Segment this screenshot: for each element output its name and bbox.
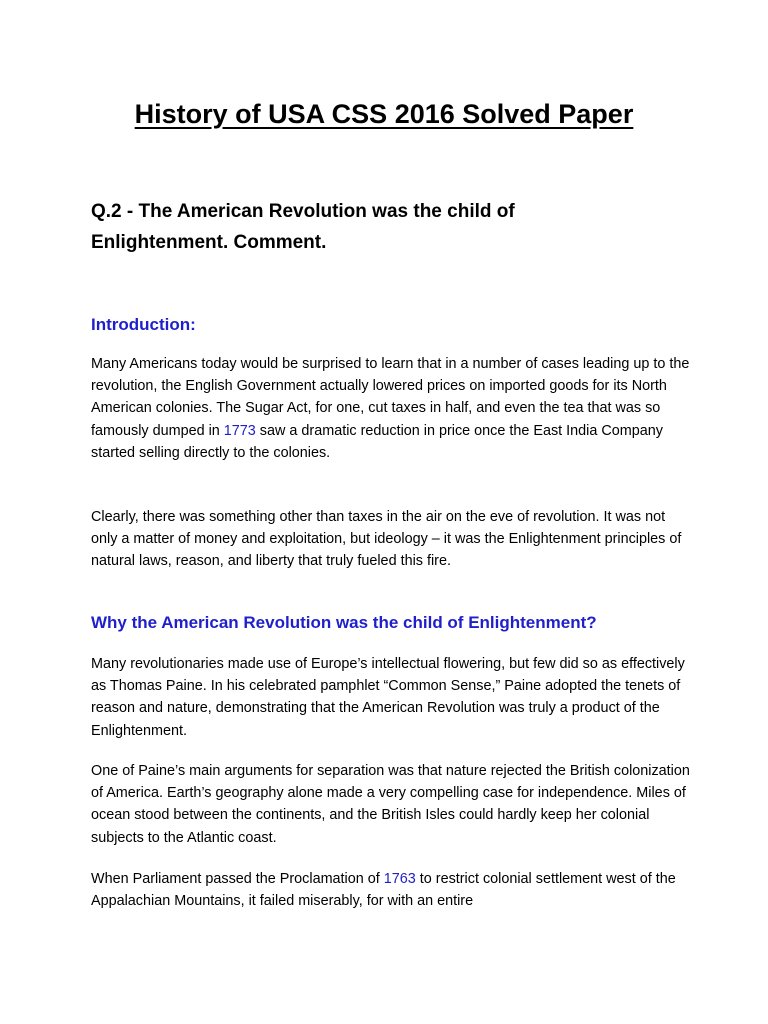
question-line-1: Q.2 - The American Revolution was the child of [91, 201, 515, 222]
why-paragraph-1: Many revolutionaries made use of Europe’s intellectual flowering, but few did so as effectively as Thomas Paine. In his celebrated pamphlet “Common Sense,” Paine adopted the tenets of reason and nature, demonstrating that the American Revolution was truly a product of the Enlightenment. [91, 656, 685, 739]
question-line-2: Enlightenment. Comment. [91, 232, 327, 253]
why-paragraph-2: One of Paine’s main arguments for separation was that nature rejected the British colonization of America. Earth’s geography alone made a very compelling case for independence. Miles of ocean stood between the continents, and the British Isles could hardly keep her colonial subjects to the Atlantic coast. [91, 763, 690, 846]
intro-paragraph-2: Clearly, there was something other than taxes in the air on the eve of revolution. It was not only a matter of money and exploitation, but ideology – it was the Enlightenment principles of natural laws, reason, and liberty that truly fueled this fire. [91, 509, 682, 570]
why-p3-year: 1763 [383, 871, 416, 887]
intro-paragraph-1 [91, 353, 691, 464]
intro-p1-text-b: saw a dramatic reduction in price once the East India Company started selling directly to the colonies. [91, 422, 663, 461]
intro-p1-year: 1773 [223, 422, 256, 439]
why-paragraph-3 [91, 868, 691, 912]
question-heading [91, 196, 651, 258]
why-p3-text-a: When Parliament passed the Proclamation of [91, 871, 384, 887]
introduction-heading: Introduction: [91, 315, 196, 334]
document-title: History of USA CSS 2016 Solved Paper [134, 99, 634, 129]
intro-p1-text-a: Many Americans today would be surprised to learn that in a number of cases leading up to the revolution, the English Government actually lowered prices on imported goods for its North American colonies. The Sugar Act, for one, cut taxes in half, and even the tea that was so famously dumped in [91, 356, 690, 439]
why-p3-text-b: to restrict colonial settlement west of the Appalachian Mountains, it failed miserably, for with an entire [91, 871, 676, 910]
why-heading: Why the American Revolution was the child of Enlightenment? [91, 613, 597, 632]
